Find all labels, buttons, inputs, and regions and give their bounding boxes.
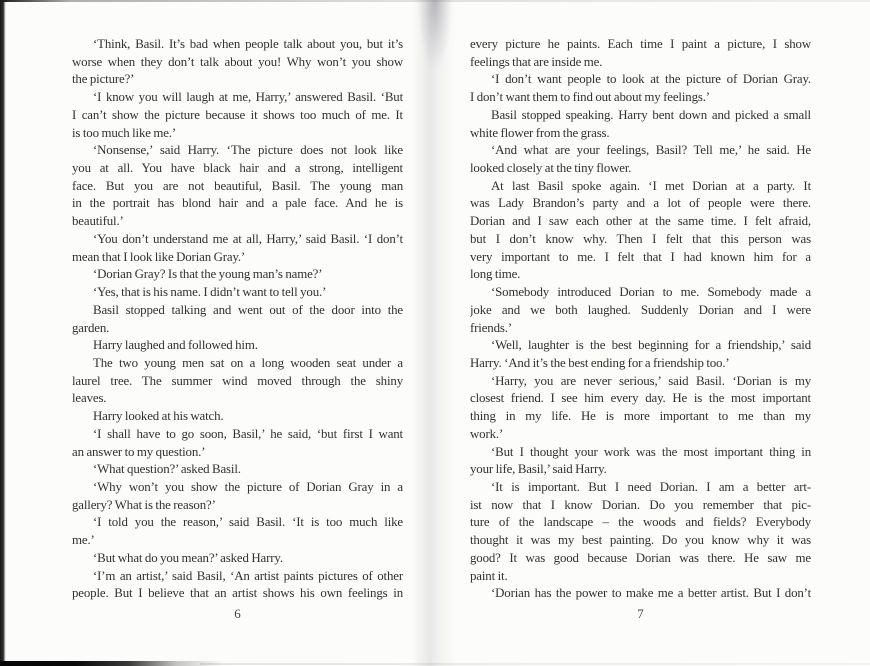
text-line: Harry looked at his watch. bbox=[93, 409, 224, 424]
text-line: your life, Basil,’ said Harry. bbox=[470, 462, 607, 477]
scan-edge-left bbox=[0, 0, 6, 666]
scan-edge-bottom bbox=[200, 663, 870, 665]
text-line: Harry. ‘And it’s the best ending for a friendship too.’ bbox=[470, 355, 730, 370]
text-line: ture of the landscape – the woods and fields? Everybody bbox=[470, 515, 811, 530]
text-line: ‘Harry, you are never serious,’ said Basil. ‘Dorian is my bbox=[491, 373, 811, 388]
text-line: the picture?’ bbox=[72, 72, 135, 87]
text-line: worse when they don’t talk about you! Why won’t you show bbox=[72, 54, 403, 69]
text-line: ‘I’m an artist,’ said Basil, ‘An artist paints pictures of other bbox=[93, 568, 403, 583]
text-line: I can’t show the picture because it shows too much of me. It bbox=[72, 107, 403, 122]
text-line: ‘Well, laughter is the best beginning for a friendship,’ said bbox=[491, 338, 811, 353]
text-line: ‘Yes, that is his name. I didn’t want to tell you.’ bbox=[93, 285, 327, 300]
text-line: is too much like me.’ bbox=[72, 125, 177, 140]
text-line: joke and we both laughed. Suddenly Dorian and I were bbox=[470, 302, 811, 317]
text-line: people. But I believe that an artist shows his own feelings in bbox=[72, 586, 403, 601]
text-line: face. But you are not beautiful, Basil. The young man bbox=[72, 178, 403, 193]
text-line: an answer to my question.’ bbox=[72, 444, 206, 459]
text-line: ‘You don’t understand me at all, Harry,’ said Basil. ‘I don’t bbox=[93, 231, 403, 246]
text-line: ist now that I know Dorian. Do you remember that pic- bbox=[470, 497, 811, 512]
text-line: ‘Think, Basil. It’s bad when people talk about you, but it’s bbox=[93, 37, 403, 51]
text-line: ‘Why won’t you show the picture of Dorian Gray in a bbox=[93, 479, 403, 494]
text-line: friends.’ bbox=[470, 320, 512, 335]
text-line: Dorian and I saw each other at the same time. I felt afraid, bbox=[470, 214, 811, 229]
text-line: ‘But what do you mean?’ asked Harry. bbox=[93, 550, 283, 565]
text-line: mean that I look like Dorian Gray.’ bbox=[72, 249, 246, 264]
text-line: ‘Dorian Gray? Is that the young man’s name?’ bbox=[93, 267, 323, 282]
text-line: ‘I shall have to go soon, Basil,’ he said, ‘but first I want bbox=[93, 426, 403, 441]
right-page bbox=[470, 36, 811, 666]
text-line: thought it was my best painting. Do you know why it was bbox=[470, 533, 811, 548]
text-line: paint it. bbox=[470, 568, 508, 583]
text-line: work.’ bbox=[470, 426, 504, 441]
text-line: leaves. bbox=[72, 391, 107, 406]
page-gutter-top-smudge bbox=[418, 0, 452, 70]
text-line: ‘Dorian has the power to make me a better artist. But I don’t bbox=[491, 586, 811, 601]
scan-edge-bottom-left bbox=[0, 661, 235, 666]
text-line: The two young men sat on a long wooden seat under a bbox=[93, 355, 403, 370]
text-line: every picture he paints. Each time I paint a picture, I show bbox=[470, 37, 811, 51]
text-line: thing in my life. He is more important to me than my bbox=[470, 409, 811, 424]
text-line: Harry laughed and followed him. bbox=[93, 338, 258, 353]
right-page-text bbox=[470, 36, 811, 603]
text-line: closest friend. I see him every day. He is the most important bbox=[470, 391, 811, 406]
text-line: ‘I don’t want people to look at the picture of Dorian Gray. bbox=[491, 72, 811, 87]
scan-edge-top bbox=[0, 0, 870, 2]
page-number-left: 6 bbox=[234, 606, 241, 621]
text-line: me.’ bbox=[72, 533, 95, 548]
page-gutter-shadow bbox=[412, 0, 456, 666]
text-line: Basil stopped talking and went out of the door into the bbox=[93, 302, 403, 317]
text-line: good? It was good because Dorian was there. He saw me bbox=[470, 550, 811, 565]
text-line: ‘What question?’ asked Basil. bbox=[93, 462, 241, 477]
text-line: ‘But I thought your work was the most important thing in bbox=[491, 444, 811, 459]
text-line: ‘It is important. But I need Dorian. I am a better art- bbox=[491, 479, 811, 494]
text-line: Basil stopped speaking. Harry bent down and picked a small bbox=[491, 107, 811, 122]
text-line: ‘I know you will laugh at me, Harry,’ answered Basil. ‘But bbox=[93, 90, 403, 105]
text-line: long time. bbox=[470, 267, 521, 282]
text-line: ‘Somebody introduced Dorian to me. Somebody made a bbox=[491, 285, 811, 300]
page-number-right: 7 bbox=[637, 606, 644, 621]
text-line: white flower from the grass. bbox=[470, 125, 610, 140]
text-line: laurel tree. The summer wind moved through the shiny bbox=[72, 373, 403, 388]
text-line: in the portrait has blond hair and a pale face. And he is bbox=[72, 196, 403, 211]
text-line: ‘I told you the reason,’ said Basil. ‘It is too much like bbox=[93, 515, 403, 530]
left-page-text bbox=[72, 36, 403, 603]
text-line: garden. bbox=[72, 320, 110, 335]
text-line: ‘Nonsense,’ said Harry. ‘The picture does not look like bbox=[93, 143, 403, 158]
text-line: but I don’t know why. Then I felt that this person was bbox=[470, 231, 811, 246]
text-line: gallery? What is the reason?’ bbox=[72, 497, 216, 512]
text-line: At last Basil spoke again. ‘I met Dorian at a party. It bbox=[491, 178, 811, 193]
text-line: beautiful.’ bbox=[72, 214, 124, 229]
text-line: was Lady Brandon’s party and a lot of people were there. bbox=[470, 196, 811, 211]
text-line: you at all. You have black hair and a strong, intelligent bbox=[72, 161, 403, 176]
left-page bbox=[72, 36, 403, 666]
text-line: I don’t want them to find out about my feelings.’ bbox=[470, 90, 710, 105]
text-line: ‘And what are your feelings, Basil? Tell me,’ he said. He bbox=[491, 143, 811, 158]
text-line: feelings that are inside me. bbox=[470, 54, 603, 69]
text-line: looked closely at the tiny flower. bbox=[470, 161, 632, 176]
text-line: very important to me. I felt that I had known him for a bbox=[470, 249, 811, 264]
